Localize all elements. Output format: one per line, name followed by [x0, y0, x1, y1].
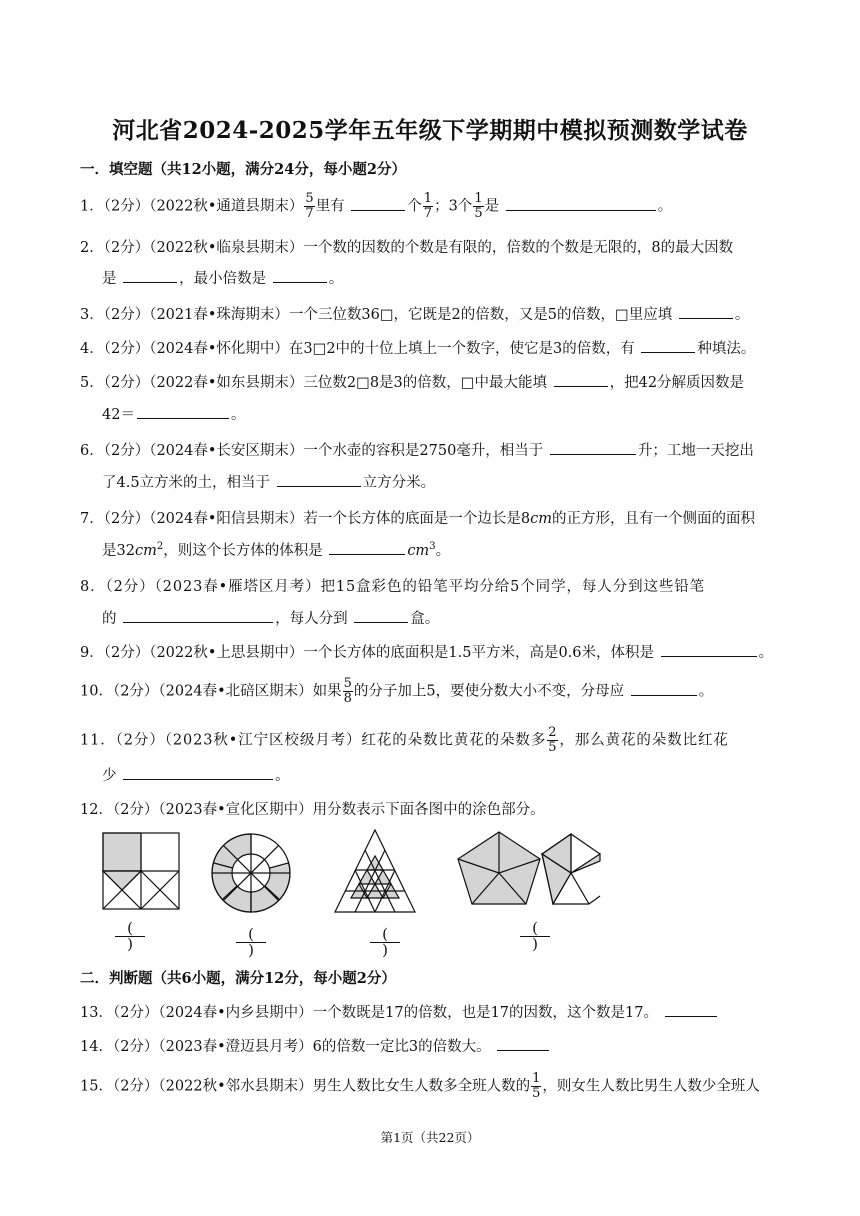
answer-blank[interactable]: [506, 196, 656, 211]
question-6: 6．（2分）（2024春•长安区期末）一个水壶的容积是2750毫升，相当于 升；工地一天挖出: [80, 439, 780, 460]
question-3: 3．（2分）（2021春•珠海期末）一个三位数36□，它既是2的倍数，又是5的倍数，□里应填 。: [80, 303, 780, 324]
question-5-line-2: 42＝ 。: [102, 403, 802, 424]
answer-blank[interactable]: [354, 608, 408, 623]
question-13: 13．（2分）（2024春•内乡县期中）一个数既是17的倍数，也是17的因数，这个数是17。: [80, 1001, 780, 1022]
answer-blank[interactable]: [550, 440, 636, 455]
page-footer: 第1页（共22页）: [380, 1130, 480, 1145]
answer-blank[interactable]: [679, 304, 733, 319]
question-8-line-2: 的 ，每人分到 盒。: [102, 607, 802, 628]
fraction-1-5: $\frac{1}{5}$: [532, 1071, 541, 1101]
question-6-line-2: 了4.5立方米的土，相当于 立方分米。: [102, 471, 802, 492]
answer-fraction-2[interactable]: ( ): [229, 928, 273, 957]
question-8: 8．（2分）（2023春•雁塔区月考）把15盒彩色的铅笔平均分给5个同学，每人分到这些铅笔: [80, 579, 706, 595]
answer-blank[interactable]: [641, 338, 695, 353]
fraction-5-8: $\frac{5}{8}$: [343, 676, 352, 706]
answer-blank[interactable]: [123, 608, 273, 623]
fraction-1-7: $\frac{1}{7}$: [423, 191, 433, 221]
question-5: 5．（2分）（2022春•如东县期末）三位数2□8是3的倍数，□中最大能填 ，把42分解质因数是: [80, 371, 780, 392]
question-10: 10．（2分）（2024春•北碚区期末）如果 $\frac{5}{8}$ 的分子加上5，要使分数大小不变，分母应 。: [80, 676, 714, 706]
triangle-figure: [335, 830, 415, 912]
answer-blank[interactable]: [123, 268, 177, 283]
fraction-5-7: $\frac{5}{7}$: [305, 191, 314, 221]
question-1: 1．（2分）（2022秋•通道县期末） $\frac{5}{7}$ 里有 个 $\frac{1}{7}$ ；3个 $\frac{1}{5}$ 是 。: [80, 191, 673, 221]
question-2: 2．（2分）（2022秋•临泉县期末）一个数的因数的个数是有限的，倍数的个数是无限的，8的最大因数: [80, 240, 734, 256]
question-7-line-2: 是$32cm^2$，则这个长方体的体积是 $cm^3$。: [102, 541, 451, 559]
answer-fraction-3[interactable]: ( ): [363, 928, 407, 957]
pentagon-figures: [458, 832, 600, 904]
question-9: 9．（2分）（2022秋•上思县期中）一个长方体的底面积是1.5平方米，高是0.6米，体积是 。: [80, 641, 780, 662]
answer-blank[interactable]: [329, 540, 405, 555]
question-7: 7．（2分）（2024春•阳信县期末）若一个长方体的底面是一个边长是8cm的正方形，且有一个侧面的面积: [80, 511, 756, 527]
answer-blank[interactable]: [351, 196, 405, 211]
answer-blank[interactable]: [661, 642, 757, 657]
section-heading-true-false: 二．判断题（共6小题，满分12分，每小题2分）: [80, 970, 396, 987]
fraction-1-5: $\frac{1}{5}$: [474, 191, 483, 221]
square-grid-figure: [103, 833, 179, 909]
question-14: 14．（2分）（2023春•澄迈县月考）6的倍数一定比3的倍数大。: [80, 1035, 780, 1056]
question-2-line-2: 是 ，最小倍数是 。: [102, 267, 802, 288]
question-15: 15．（2分）（2022秋•邻水县期末）男生人数比女生人数多全班人数的 $\frac{1}{5}$ ，则女生人数比男生人数少全班人: [80, 1071, 760, 1101]
answer-fraction-4[interactable]: ( ): [513, 922, 557, 951]
answer-fraction-1[interactable]: ( ): [108, 922, 152, 951]
answer-blank[interactable]: [123, 765, 273, 780]
question-4: 4．（2分）（2024春•怀化期中）在3□2中的十位上填上一个数字，使它是3的倍数，有 种填法。: [80, 337, 780, 358]
question-12: 12．（2分）（2023春•宣化区期中）用分数表示下面各图中的涂色部分。: [80, 802, 545, 818]
question-11-line-2: 少 。: [102, 764, 802, 785]
answer-blank[interactable]: [497, 1036, 549, 1051]
answer-blank[interactable]: [665, 1002, 717, 1017]
question-11: 11．（2分）（2023秋•江宁区校级月考）红花的朵数比黄花的朵数多 $\frac{2}{5}$ ，那么黄花的朵数比红花: [80, 725, 729, 755]
answer-blank[interactable]: [277, 472, 361, 487]
page-title: 河北省2024-2025学年五年级下学期期中模拟预测数学试卷: [112, 117, 748, 144]
circle-figure: [212, 834, 290, 912]
answer-blank[interactable]: [554, 372, 608, 387]
question-1-prefix: 1．（2分）（2022秋•通道县期末）: [80, 198, 304, 215]
answer-blank[interactable]: [273, 268, 327, 283]
section-heading-fill-in: 一．填空题（共12小题，满分24分，每小题2分）: [80, 161, 406, 178]
answer-blank[interactable]: [631, 681, 697, 696]
fraction-2-5: $\frac{2}{5}$: [548, 725, 558, 755]
answer-blank[interactable]: [137, 404, 229, 419]
